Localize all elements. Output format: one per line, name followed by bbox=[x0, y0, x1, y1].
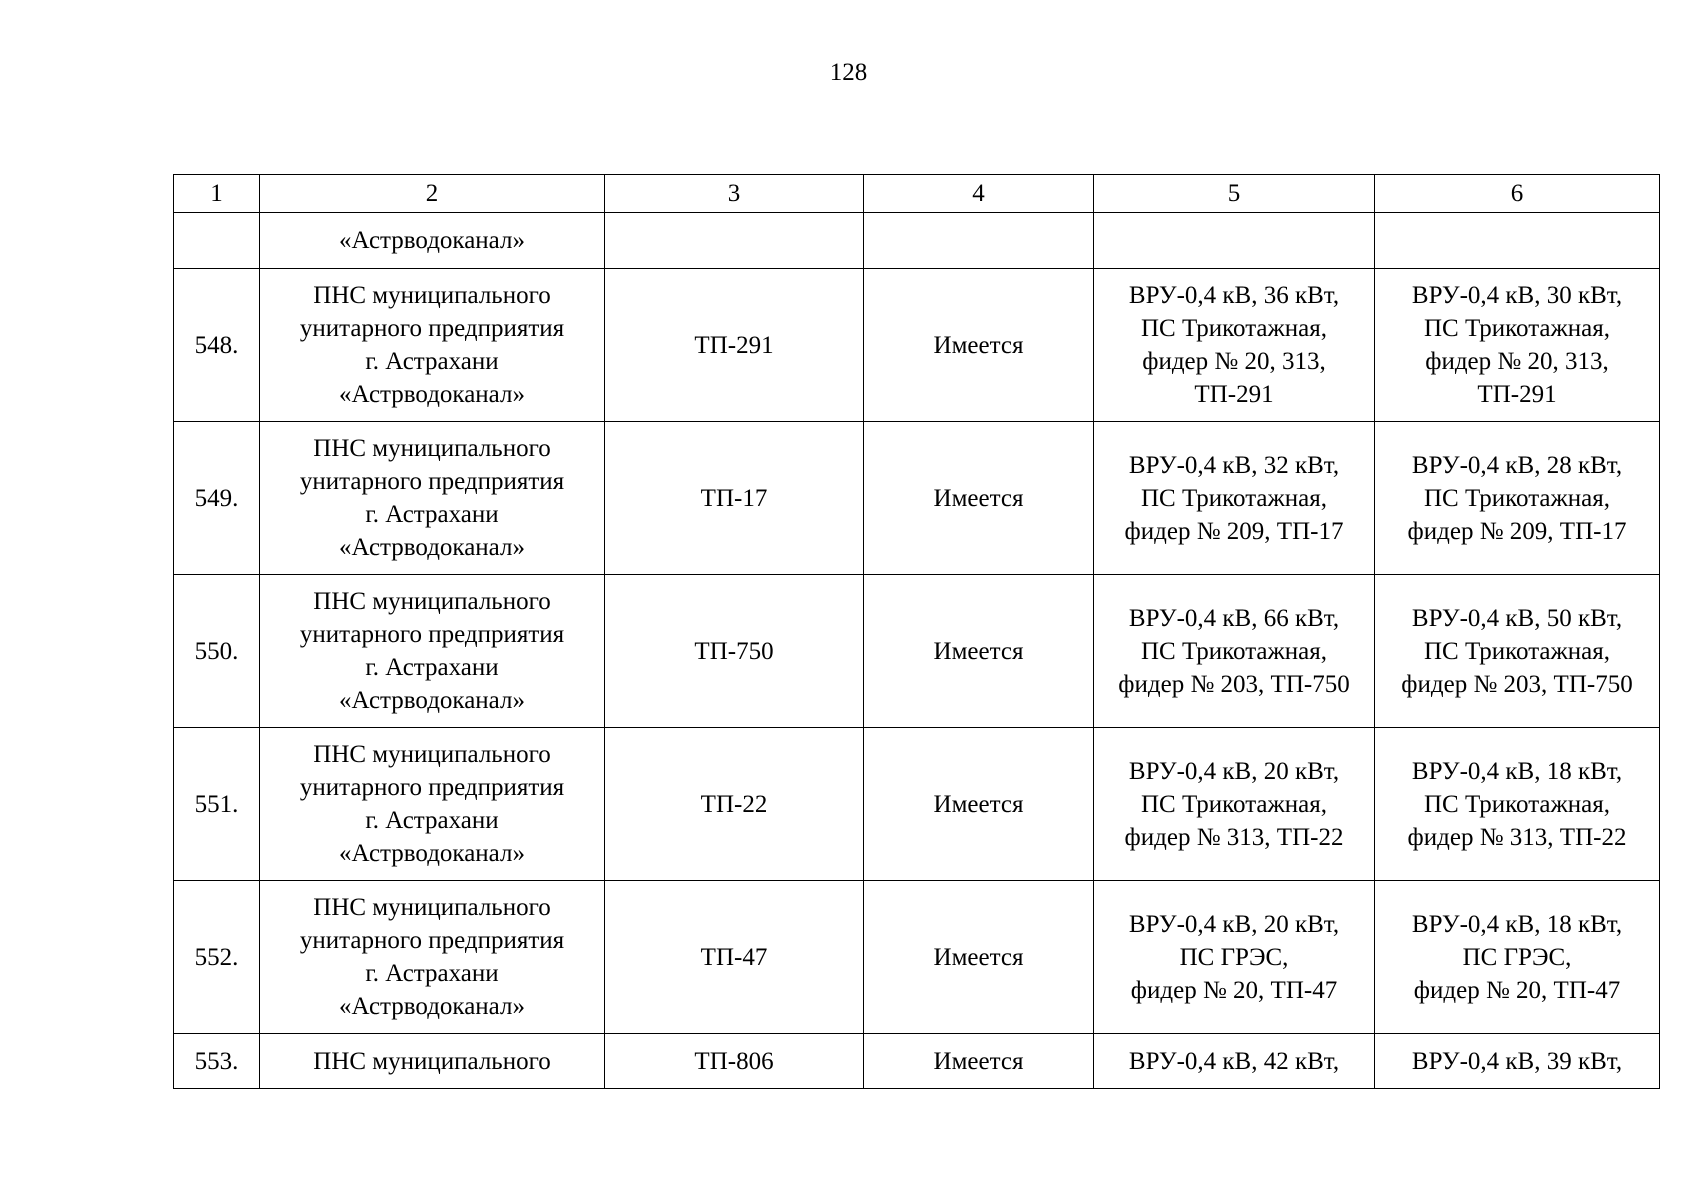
status-cell bbox=[864, 213, 1094, 269]
power-details-cell-line: фидер № 20, ТП-47 bbox=[1130, 976, 1338, 1004]
object-name-cell-line: г. Астрахани bbox=[365, 807, 499, 834]
table-row bbox=[174, 728, 1660, 881]
substation-cell bbox=[605, 213, 864, 269]
power-details-cell-line: ВРУ-0,4 кВ, 42 кВт, bbox=[1128, 1047, 1340, 1075]
object-name-cell bbox=[260, 422, 605, 575]
object-name-cell-line: унитарного предприятия bbox=[299, 927, 565, 954]
object-name-cell bbox=[260, 575, 605, 728]
power-details-cell-line: ПС ГРЭС, bbox=[1462, 943, 1572, 971]
object-name-cell-line: ПНС муниципального bbox=[313, 435, 551, 462]
power-details-cell-line: ВРУ-0,4 кВ, 30 кВт, bbox=[1411, 282, 1623, 309]
substation-cell: ТП-22 bbox=[605, 728, 864, 881]
object-name-cell-line: «Астрводоканал» bbox=[339, 534, 525, 561]
object-name-cell-line: ПНС муниципального bbox=[313, 588, 551, 615]
power-details-cell bbox=[1094, 269, 1375, 422]
row-number-cell: 550. bbox=[174, 575, 260, 728]
status-cell: Имеется bbox=[864, 422, 1094, 575]
object-name-cell-line: ПНС муниципального bbox=[313, 1047, 551, 1075]
power-details-cell bbox=[1375, 728, 1660, 881]
power-details-cell-line: фидер № 209, ТП-17 bbox=[1124, 517, 1344, 545]
header-row bbox=[174, 175, 1660, 213]
power-details-cell-line: ТП-291 bbox=[1194, 381, 1274, 408]
column-header: 4 bbox=[864, 175, 1094, 213]
power-details-cell bbox=[1375, 213, 1660, 269]
status-cell: Имеется bbox=[864, 575, 1094, 728]
data-table bbox=[173, 174, 1660, 1089]
status-cell: Имеется bbox=[864, 1034, 1094, 1089]
power-details-cell-line: ВРУ-0,4 кВ, 28 кВт, bbox=[1411, 451, 1623, 479]
table-row bbox=[174, 422, 1660, 575]
column-header: 3 bbox=[605, 175, 864, 213]
object-name-cell-line: ПНС муниципального bbox=[313, 282, 551, 309]
power-details-cell bbox=[1375, 422, 1660, 575]
column-header: 1 bbox=[174, 175, 260, 213]
column-header: 5 bbox=[1094, 175, 1375, 213]
power-details-cell bbox=[1375, 881, 1660, 1034]
power-details-cell-line: ПС Трикотажная, bbox=[1140, 790, 1328, 818]
power-details-cell-line: ВРУ-0,4 кВ, 18 кВт, bbox=[1411, 910, 1623, 938]
object-name-cell-line: «Астрводоканал» bbox=[339, 227, 525, 254]
object-name-cell bbox=[260, 881, 605, 1034]
object-name-cell-line: ПНС муниципального bbox=[313, 894, 551, 921]
power-details-cell bbox=[1094, 728, 1375, 881]
object-name-cell-line: унитарного предприятия bbox=[299, 774, 565, 801]
table-row bbox=[174, 1034, 1660, 1089]
power-details-cell bbox=[1375, 575, 1660, 728]
object-name-cell-line: г. Астрахани bbox=[365, 348, 499, 375]
power-details-cell-line: фидер № 203, ТП-750 bbox=[1401, 670, 1633, 698]
row-number-cell: 553. bbox=[174, 1034, 260, 1089]
power-details-cell-line: ПС Трикотажная, bbox=[1140, 484, 1328, 512]
table-row bbox=[174, 269, 1660, 422]
column-header: 6 bbox=[1375, 175, 1660, 213]
power-details-cell-line: ВРУ-0,4 кВ, 36 кВт, bbox=[1128, 282, 1340, 309]
object-name-cell-line: унитарного предприятия bbox=[299, 468, 565, 495]
power-details-cell-line: ПС Трикотажная, bbox=[1140, 315, 1328, 342]
power-details-cell bbox=[1375, 269, 1660, 422]
status-cell: Имеется bbox=[864, 881, 1094, 1034]
power-details-cell-line: ПС Трикотажная, bbox=[1140, 637, 1328, 665]
continuation-row bbox=[174, 213, 1660, 269]
object-name-cell bbox=[260, 728, 605, 881]
power-details-cell-line: ВРУ-0,4 кВ, 18 кВт, bbox=[1411, 757, 1623, 785]
power-details-cell-line: ВРУ-0,4 кВ, 32 кВт, bbox=[1128, 451, 1340, 479]
substation-cell: ТП-806 bbox=[605, 1034, 864, 1089]
object-name-cell bbox=[260, 1034, 605, 1089]
power-details-cell bbox=[1094, 881, 1375, 1034]
power-details-cell-line: ПС Трикотажная, bbox=[1423, 315, 1611, 342]
object-name-cell-line: г. Астрахани bbox=[365, 654, 499, 681]
power-details-cell-line: ПС Трикотажная, bbox=[1423, 790, 1611, 818]
power-details-cell-line: ПС Трикотажная, bbox=[1423, 637, 1611, 665]
power-details-cell-line: фидер № 20, 313, bbox=[1142, 348, 1326, 375]
object-name-cell-line: «Астрводоканал» bbox=[339, 687, 525, 714]
power-details-cell bbox=[1094, 422, 1375, 575]
power-details-cell-line: фидер № 313, ТП-22 bbox=[1124, 823, 1344, 851]
object-name-cell-line: «Астрводоканал» bbox=[339, 840, 525, 867]
object-name-cell-line: г. Астрахани bbox=[365, 501, 499, 528]
power-details-cell-line: фидер № 20, ТП-47 bbox=[1413, 976, 1621, 1004]
table-row bbox=[174, 881, 1660, 1034]
power-details-cell-line: ВРУ-0,4 кВ, 50 кВт, bbox=[1411, 604, 1623, 632]
power-details-cell bbox=[1094, 1034, 1375, 1089]
page-number: 128 bbox=[829, 59, 868, 86]
row-number-cell: 552. bbox=[174, 881, 260, 1034]
power-details-cell bbox=[1375, 1034, 1660, 1089]
row-number-cell: 548. bbox=[174, 269, 260, 422]
power-details-cell-line: ТП-291 bbox=[1477, 381, 1557, 408]
object-name-cell-line: ПНС муниципального bbox=[313, 741, 551, 768]
object-name-cell-line: унитарного предприятия bbox=[299, 621, 565, 648]
power-details-cell-line: фидер № 203, ТП-750 bbox=[1118, 670, 1350, 698]
substation-cell: ТП-750 bbox=[605, 575, 864, 728]
power-details-cell-line: фидер № 209, ТП-17 bbox=[1407, 517, 1627, 545]
table-row bbox=[174, 575, 1660, 728]
object-name-cell bbox=[260, 269, 605, 422]
object-name-cell bbox=[260, 213, 605, 269]
power-details-cell-line: ВРУ-0,4 кВ, 66 кВт, bbox=[1128, 604, 1340, 632]
row-number-cell: 551. bbox=[174, 728, 260, 881]
power-details-cell-line: фидер № 20, 313, bbox=[1425, 348, 1609, 375]
power-details-cell bbox=[1094, 575, 1375, 728]
status-cell: Имеется bbox=[864, 269, 1094, 422]
object-name-cell-line: унитарного предприятия bbox=[299, 315, 565, 342]
power-details-cell-line: ПС ГРЭС, bbox=[1179, 943, 1289, 971]
object-name-cell-line: г. Астрахани bbox=[365, 960, 499, 987]
column-header: 2 bbox=[260, 175, 605, 213]
substation-cell: ТП-17 bbox=[605, 422, 864, 575]
object-name-cell-line: «Астрводоканал» bbox=[339, 993, 525, 1020]
power-details-cell-line: ВРУ-0,4 кВ, 20 кВт, bbox=[1128, 910, 1340, 938]
substation-cell: ТП-47 bbox=[605, 881, 864, 1034]
row-number-cell: 549. bbox=[174, 422, 260, 575]
power-details-cell-line: ВРУ-0,4 кВ, 39 кВт, bbox=[1411, 1047, 1623, 1075]
power-details-cell-line: ВРУ-0,4 кВ, 20 кВт, bbox=[1128, 757, 1340, 785]
object-name-cell-line: «Астрводоканал» bbox=[339, 381, 525, 408]
power-details-cell-line: фидер № 313, ТП-22 bbox=[1407, 823, 1627, 851]
power-details-cell-line: ПС Трикотажная, bbox=[1423, 484, 1611, 512]
status-cell: Имеется bbox=[864, 728, 1094, 881]
substation-cell: ТП-291 bbox=[605, 269, 864, 422]
row-number-cell bbox=[174, 213, 260, 269]
power-details-cell bbox=[1094, 213, 1375, 269]
